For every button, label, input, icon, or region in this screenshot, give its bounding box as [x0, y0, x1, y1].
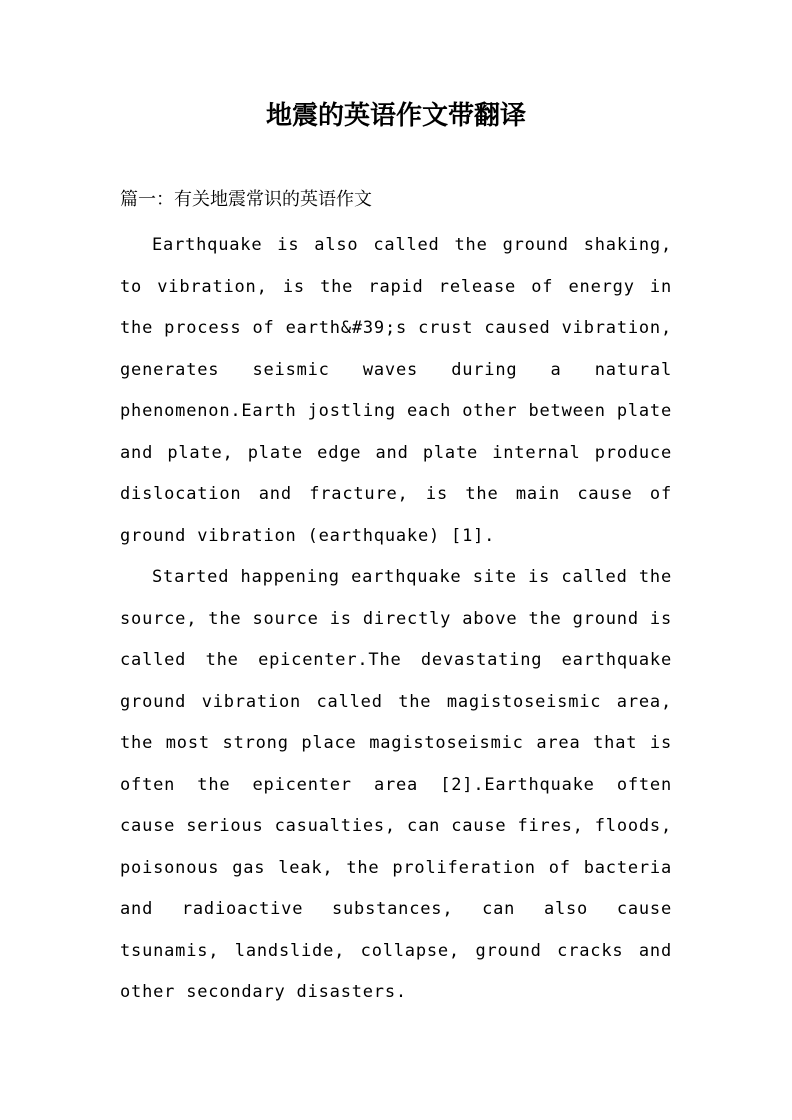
paragraph-2: Started happening earthquake site is called the source, the source is directly above the ground is called the epicenter.The devastating earthquake ground vibration called the magistoseismic area, the most strong place magistoseismic area that is often the epicenter area [2].Earthquake often cause serious casualties, can cause fires, floods, poisonous gas leak, the proliferation of bacteria and radioactive substances, can also cause tsunamis, landslide, collapse, ground cracks and other secondary disasters.	[120, 567, 672, 1002]
body-text	[120, 225, 672, 1014]
section-heading: 篇一：有关地震常识的英语作文	[120, 189, 372, 210]
paragraph-1: Earthquake is also called the ground shaking, to vibration, is the rapid release of energy in the process of earth&#39;s crust caused vibration, generates seismic waves during a natural phenomenon.Earth jostling each other between plate and plate, plate edge and plate internal produce dislocation and fracture, is the main cause of ground vibration (earthquake) [1].	[120, 235, 672, 546]
page-title: 地震的英语作文带翻译	[265, 101, 526, 131]
